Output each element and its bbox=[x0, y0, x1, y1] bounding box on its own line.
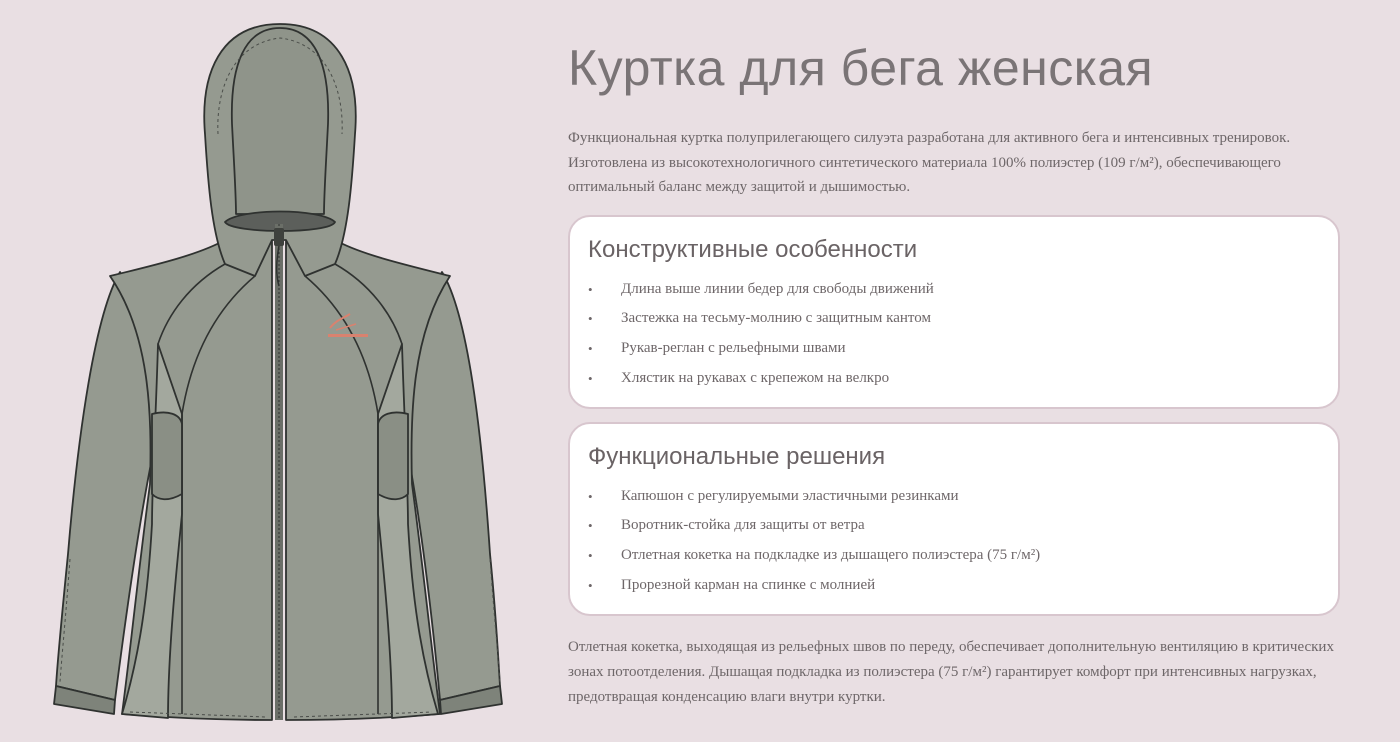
feature-list bbox=[588, 482, 1320, 601]
list-item-text: Хлястик на рукавах с крепежом на велкро bbox=[621, 369, 890, 386]
outro-paragraph: Отлетная кокетка, выходящая из рельефных швов по переду, обеспечивает дополнительную вентиляцию в критических зонах потоотделения. Дышащая подкладка из полиэстера (75 г/м²) гарантирует комфорт при интенсивных нагрузках, предотвращая конденсацию влаги внутри куртки. bbox=[568, 638, 1334, 705]
list-item bbox=[588, 482, 1320, 512]
list-item-text: Прорезной карман на спинке с молнией bbox=[621, 576, 876, 593]
feature-list bbox=[588, 275, 1320, 394]
bullet-icon: • bbox=[588, 548, 593, 564]
list-item-text: Воротник-стойка для защиты от ветра bbox=[621, 517, 865, 534]
jacket-drawing bbox=[40, 14, 520, 732]
functional-solutions-card bbox=[568, 422, 1340, 616]
list-item-text: Отлетная кокетка на подкладке из дышащего полиэстера (75 г/м²) bbox=[621, 547, 1041, 564]
list-item bbox=[588, 364, 1320, 394]
page-title: Куртка для бега женская bbox=[568, 40, 1154, 96]
jacket-illustration bbox=[40, 14, 520, 732]
bullet-icon: • bbox=[588, 341, 593, 357]
list-item bbox=[588, 275, 1320, 305]
intro-paragraph: Функциональная куртка полуприлегающего силуэта разработана для активного бега и интенсивных тренировок. Изготовлена из высокотехнологичного синтетического материала 100% полиэстер (109 г/м²), обеспечивающего оптимальный баланс между защитой и дышимостью. bbox=[568, 130, 1291, 195]
list-item bbox=[588, 304, 1320, 334]
product-description bbox=[568, 36, 1340, 710]
list-item bbox=[588, 334, 1320, 364]
list-item-text: Капюшон с регулируемыми эластичными резинками bbox=[621, 487, 959, 504]
bullet-icon: • bbox=[588, 518, 593, 534]
bullet-icon: • bbox=[588, 281, 593, 297]
card-heading: Функциональные решения bbox=[588, 442, 886, 470]
list-item bbox=[588, 571, 1320, 601]
bullet-icon: • bbox=[588, 311, 593, 327]
list-item bbox=[588, 511, 1320, 541]
construction-features-card bbox=[568, 215, 1340, 409]
list-item-text: Длина выше линии бедер для свободы движений bbox=[621, 280, 934, 297]
list-item-text: Рукав-реглан с рельефными швами bbox=[621, 340, 846, 357]
list-item-text: Застежка на тесьму-молнию с защитным кантом bbox=[621, 310, 931, 327]
list-item bbox=[588, 541, 1320, 571]
bullet-icon: • bbox=[588, 577, 593, 593]
card-heading: Конструктивные особенности bbox=[588, 235, 918, 263]
bullet-icon: • bbox=[588, 370, 593, 386]
bullet-icon: • bbox=[588, 488, 593, 504]
